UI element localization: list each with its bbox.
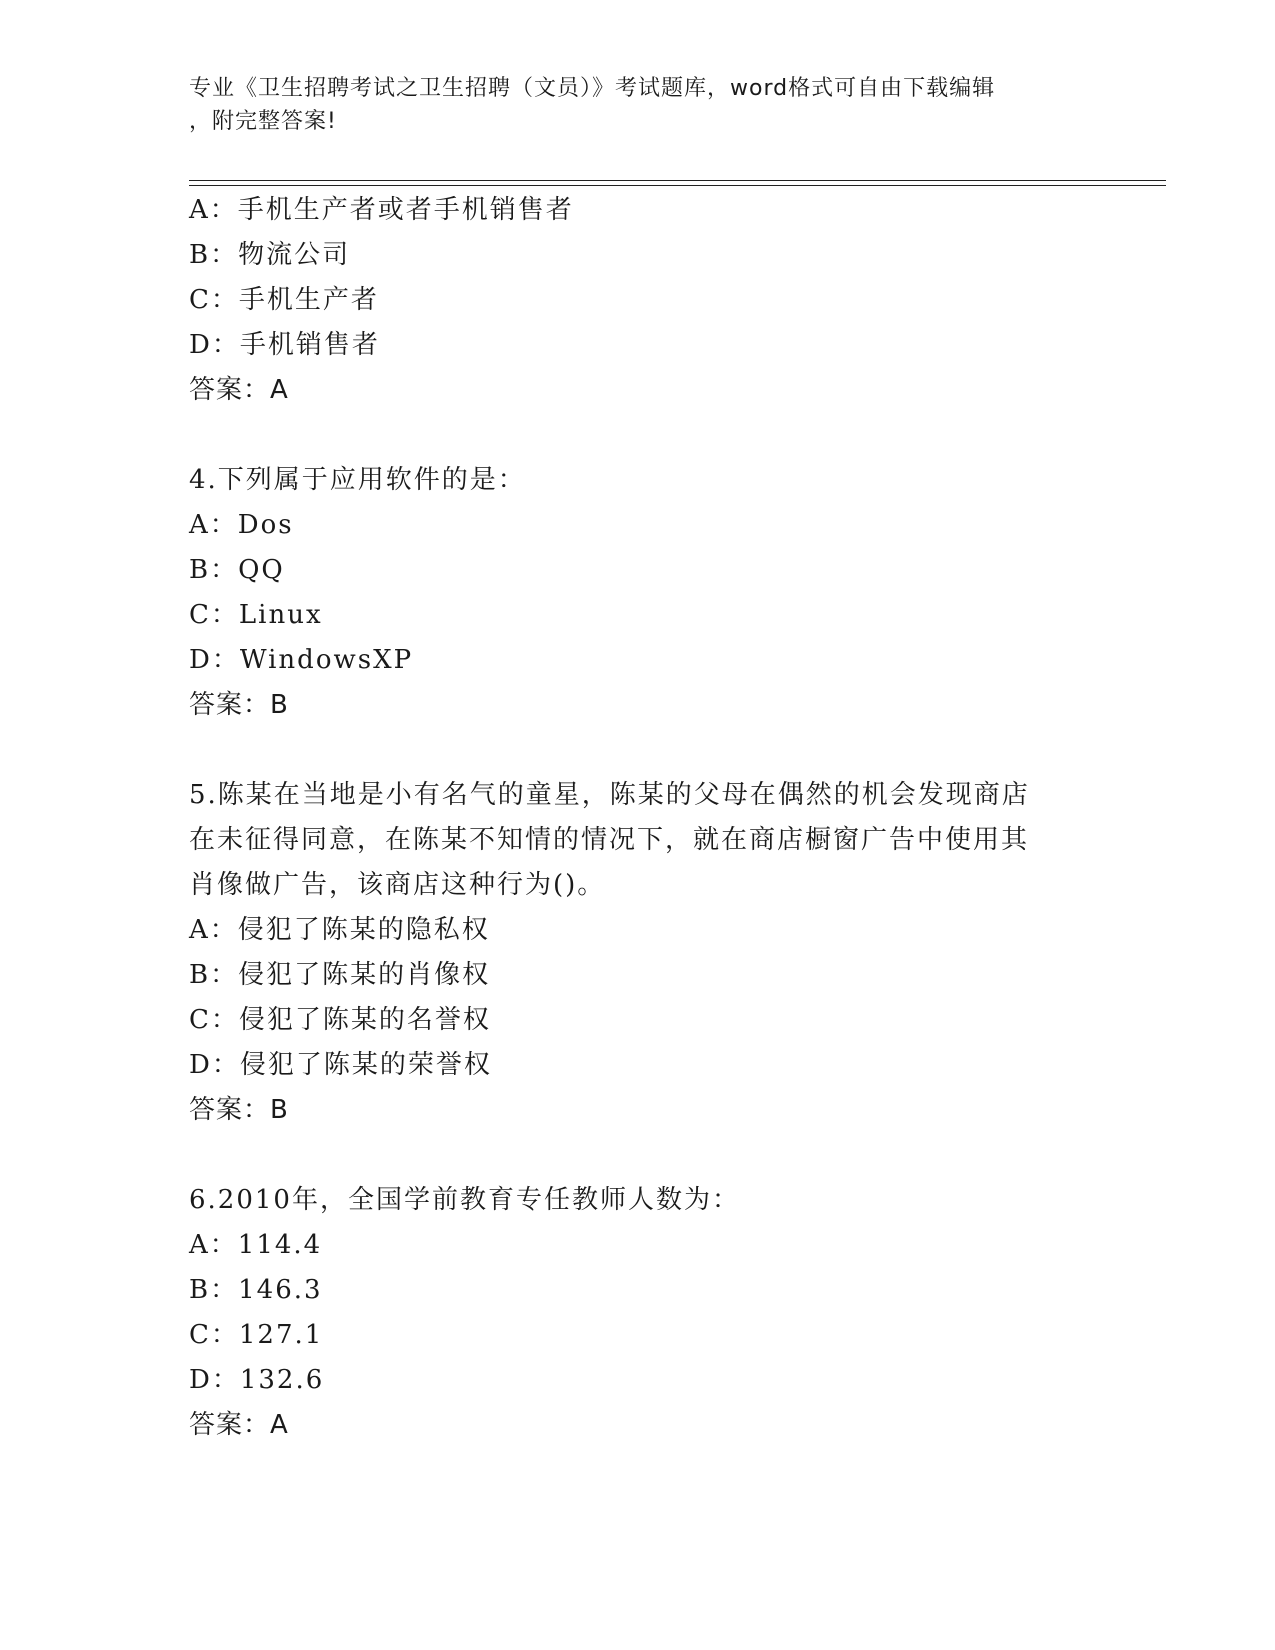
q5-answer: 答案：B — [189, 1095, 289, 1125]
q5-question-line-3: 肖像做广告，该商店这种行为()。 — [189, 870, 606, 900]
q5-option-c: C：侵犯了陈某的名誉权 — [189, 1005, 491, 1035]
q6-option-c: C：127.1 — [189, 1320, 324, 1350]
q4-option-a: A：Dos — [189, 510, 294, 540]
header-line-1: 专业《卫生招聘考试之卫生招聘（文员）》考试题库，word格式可自由下载编辑 — [189, 76, 996, 101]
q5-question-line-2: 在未征得同意，在陈某不知情的情况下，就在商店橱窗广告中使用其 — [189, 825, 1030, 855]
q6-question: 6.2010年，全国学前教育专任教师人数为： — [189, 1185, 740, 1215]
q6-answer: 答案：A — [189, 1410, 289, 1440]
document-header — [189, 72, 1089, 138]
q3-option-d: D：手机销售者 — [189, 330, 380, 360]
header-divider — [189, 180, 1166, 186]
q6-option-d: D：132.6 — [189, 1365, 325, 1395]
q4-answer: 答案：B — [189, 690, 289, 720]
q3-answer: 答案：A — [189, 375, 289, 405]
q5-option-b: B：侵犯了陈某的肖像权 — [189, 960, 491, 990]
q5-question-line-1: 5.陈某在当地是小有名气的童星，陈某的父母在偶然的机会发现商店 — [189, 780, 1030, 810]
q3-option-b: B：物流公司 — [189, 240, 351, 270]
q5-option-a: A：侵犯了陈某的隐私权 — [189, 915, 490, 945]
q5-option-d: D：侵犯了陈某的荣誉权 — [189, 1050, 492, 1080]
q4-option-b: B：QQ — [189, 555, 285, 585]
q3-option-a: A：手机生产者或者手机销售者 — [189, 195, 574, 225]
q4-option-c: C：Linux — [189, 600, 323, 630]
q6-option-b: B：146.3 — [189, 1275, 323, 1305]
q4-option-d: D：WindowsXP — [189, 645, 414, 675]
q4-question: 4.下列属于应用软件的是： — [189, 465, 526, 495]
q3-option-c: C：手机生产者 — [189, 285, 379, 315]
header-line-2: ，附完整答案! — [189, 109, 337, 134]
q6-option-a: A：114.4 — [189, 1230, 323, 1260]
